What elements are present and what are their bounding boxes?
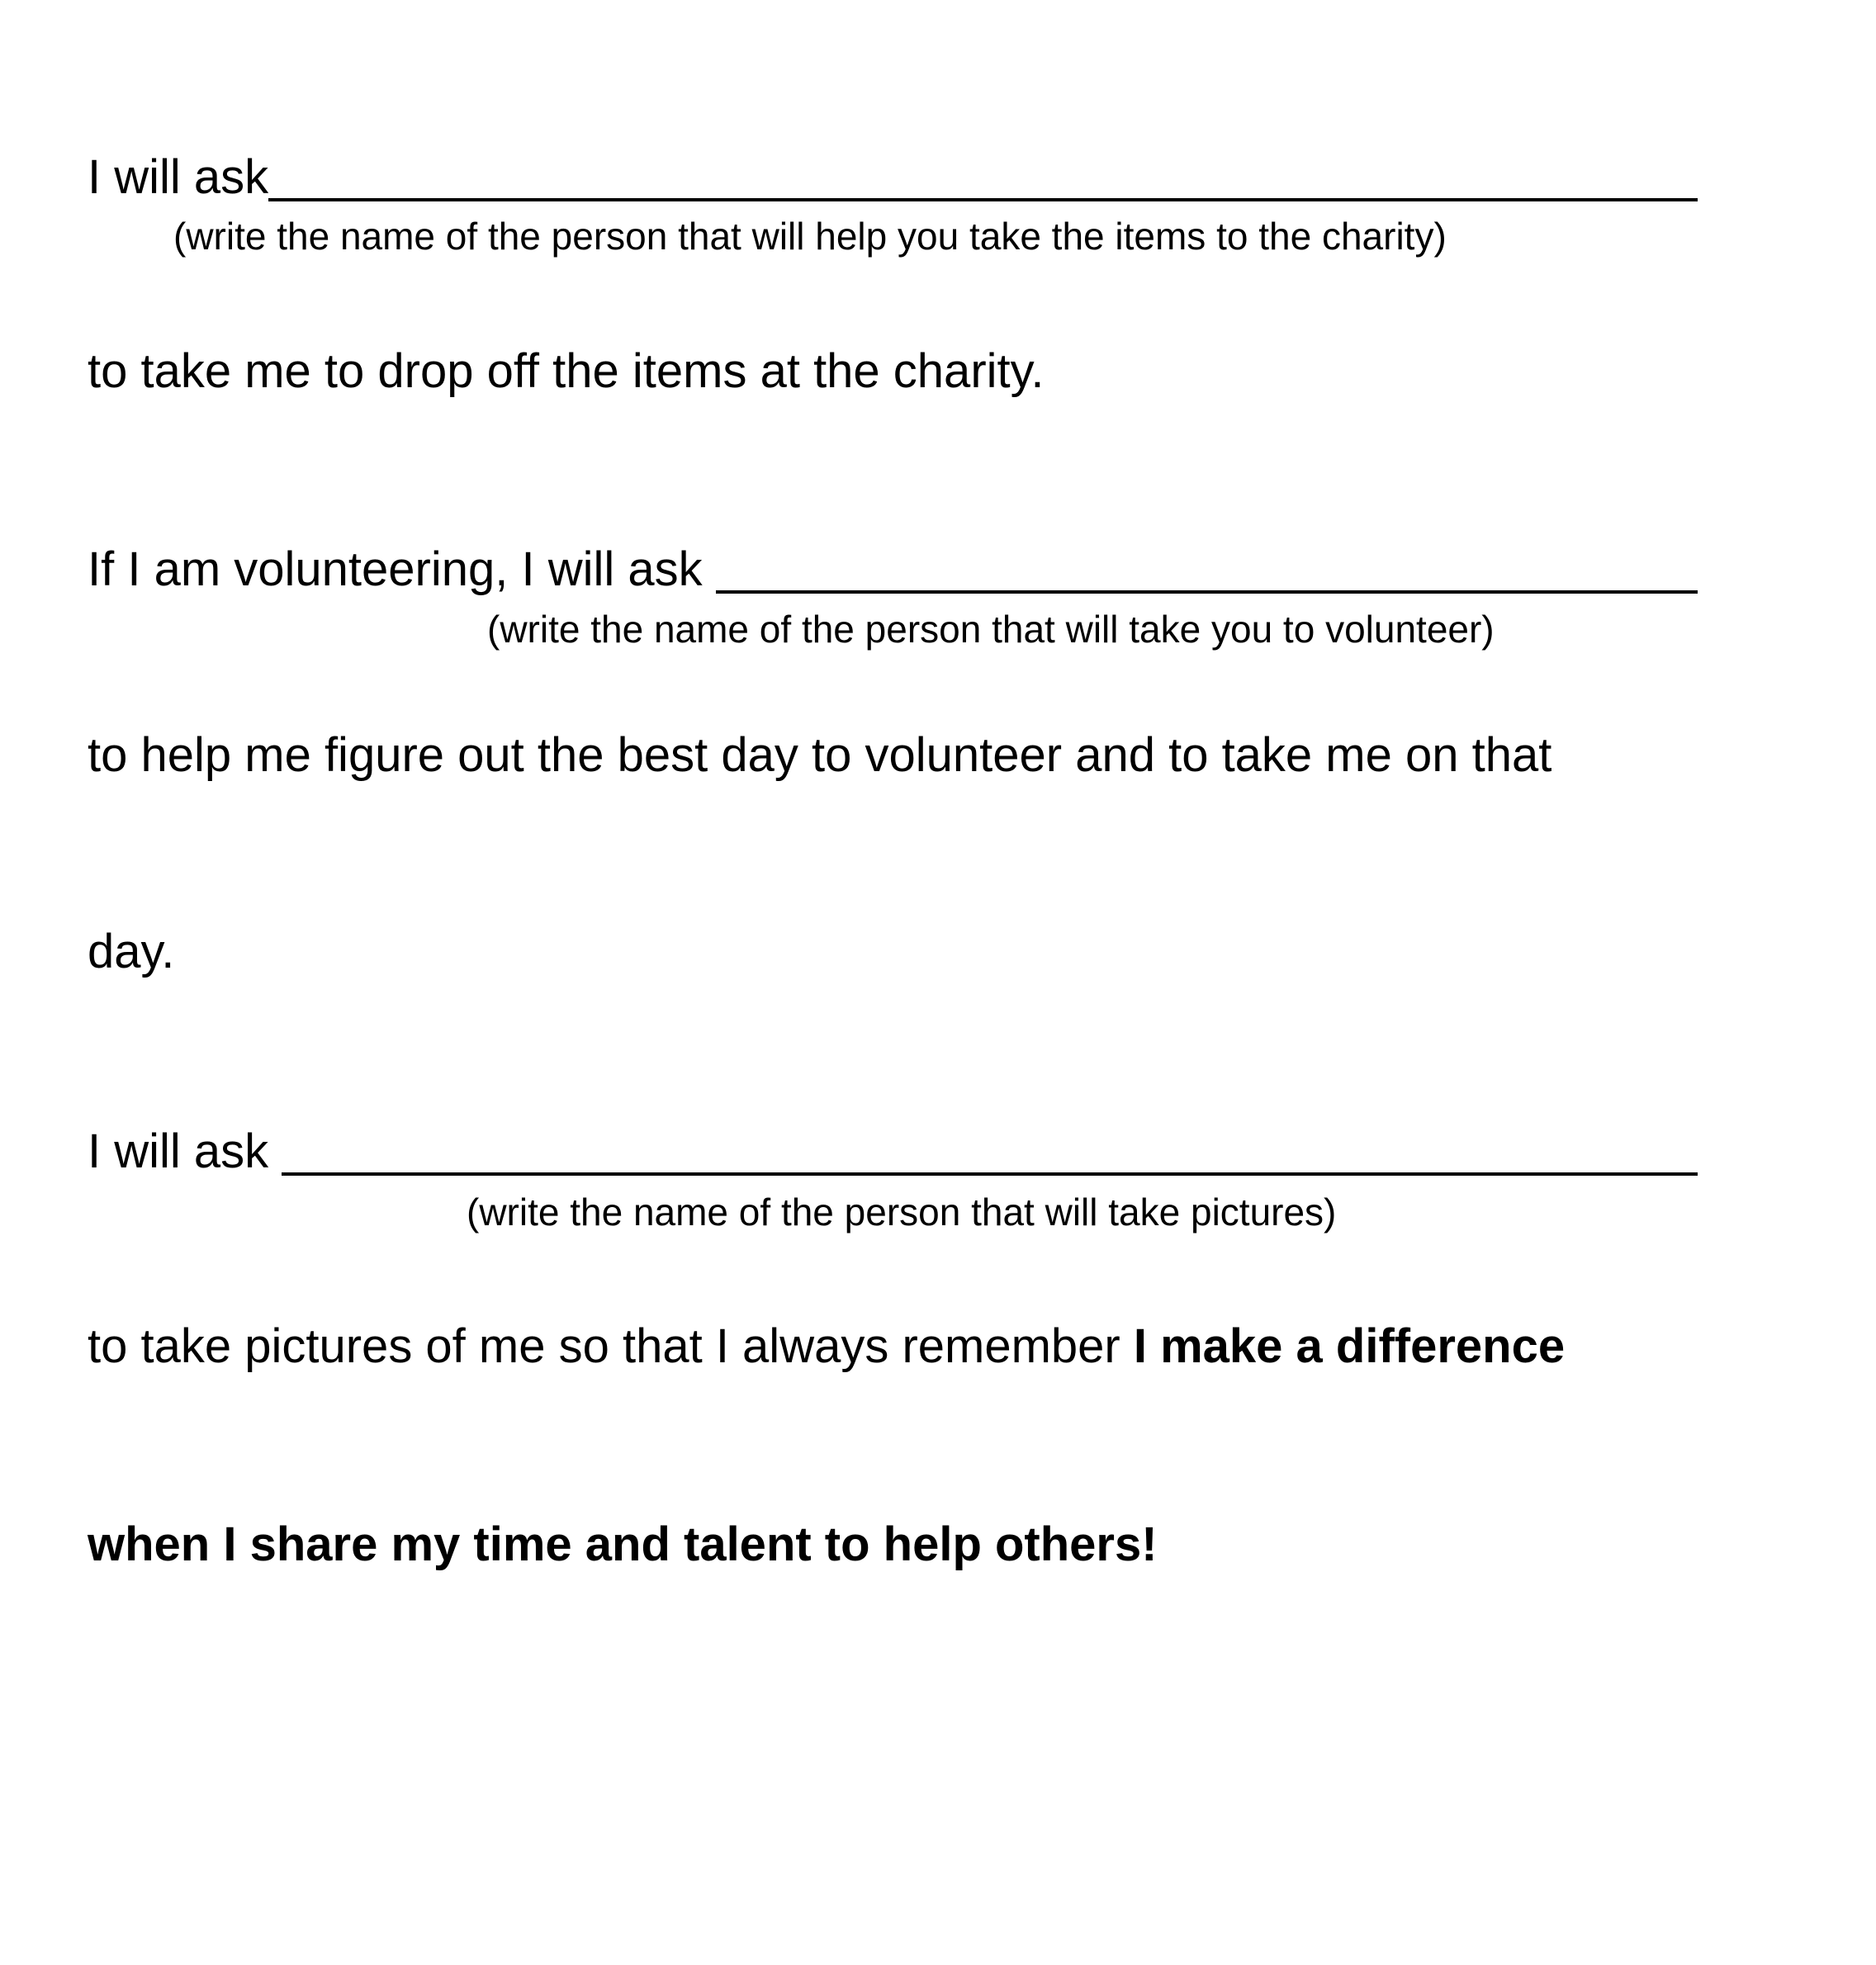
charity-helper-name-blank[interactable] xyxy=(268,152,1698,201)
ask-lead-text: If I am volunteering, I will ask xyxy=(88,542,716,596)
drop-off-sentence: to take me to drop off the items at the charity. xyxy=(88,344,1045,398)
volunteer-helper-hint: (write the name of the person that will take you to volunteer) xyxy=(487,608,1495,651)
ask-row-photographer xyxy=(88,1123,1698,1181)
photographer-name-blank[interactable] xyxy=(282,1126,1698,1176)
ask-row-volunteer-helper xyxy=(88,541,1698,599)
pictures-sentence-regular: to take pictures of me so that I always remember xyxy=(88,1319,1134,1373)
make-a-difference-emphasis: I make a difference xyxy=(1133,1319,1566,1373)
ask-lead-text: I will ask xyxy=(88,1125,282,1178)
closing-statement: when I share my time and talent to help others! xyxy=(88,1518,1158,1571)
charity-helper-hint: (write the name of the person that will help you take the items to the charity) xyxy=(173,215,1447,258)
volunteer-helper-name-blank[interactable] xyxy=(716,544,1698,594)
volunteer-day-sentence-end: day. xyxy=(88,925,175,978)
ask-row-charity-helper xyxy=(88,149,1698,206)
pictures-sentence xyxy=(88,1318,1565,1376)
volunteer-day-sentence: to help me figure out the best day to volunteer and to take me on that xyxy=(88,728,1552,782)
photographer-hint: (write the name of the person that will take pictures) xyxy=(467,1191,1337,1233)
ask-lead-text: I will ask xyxy=(88,150,269,204)
